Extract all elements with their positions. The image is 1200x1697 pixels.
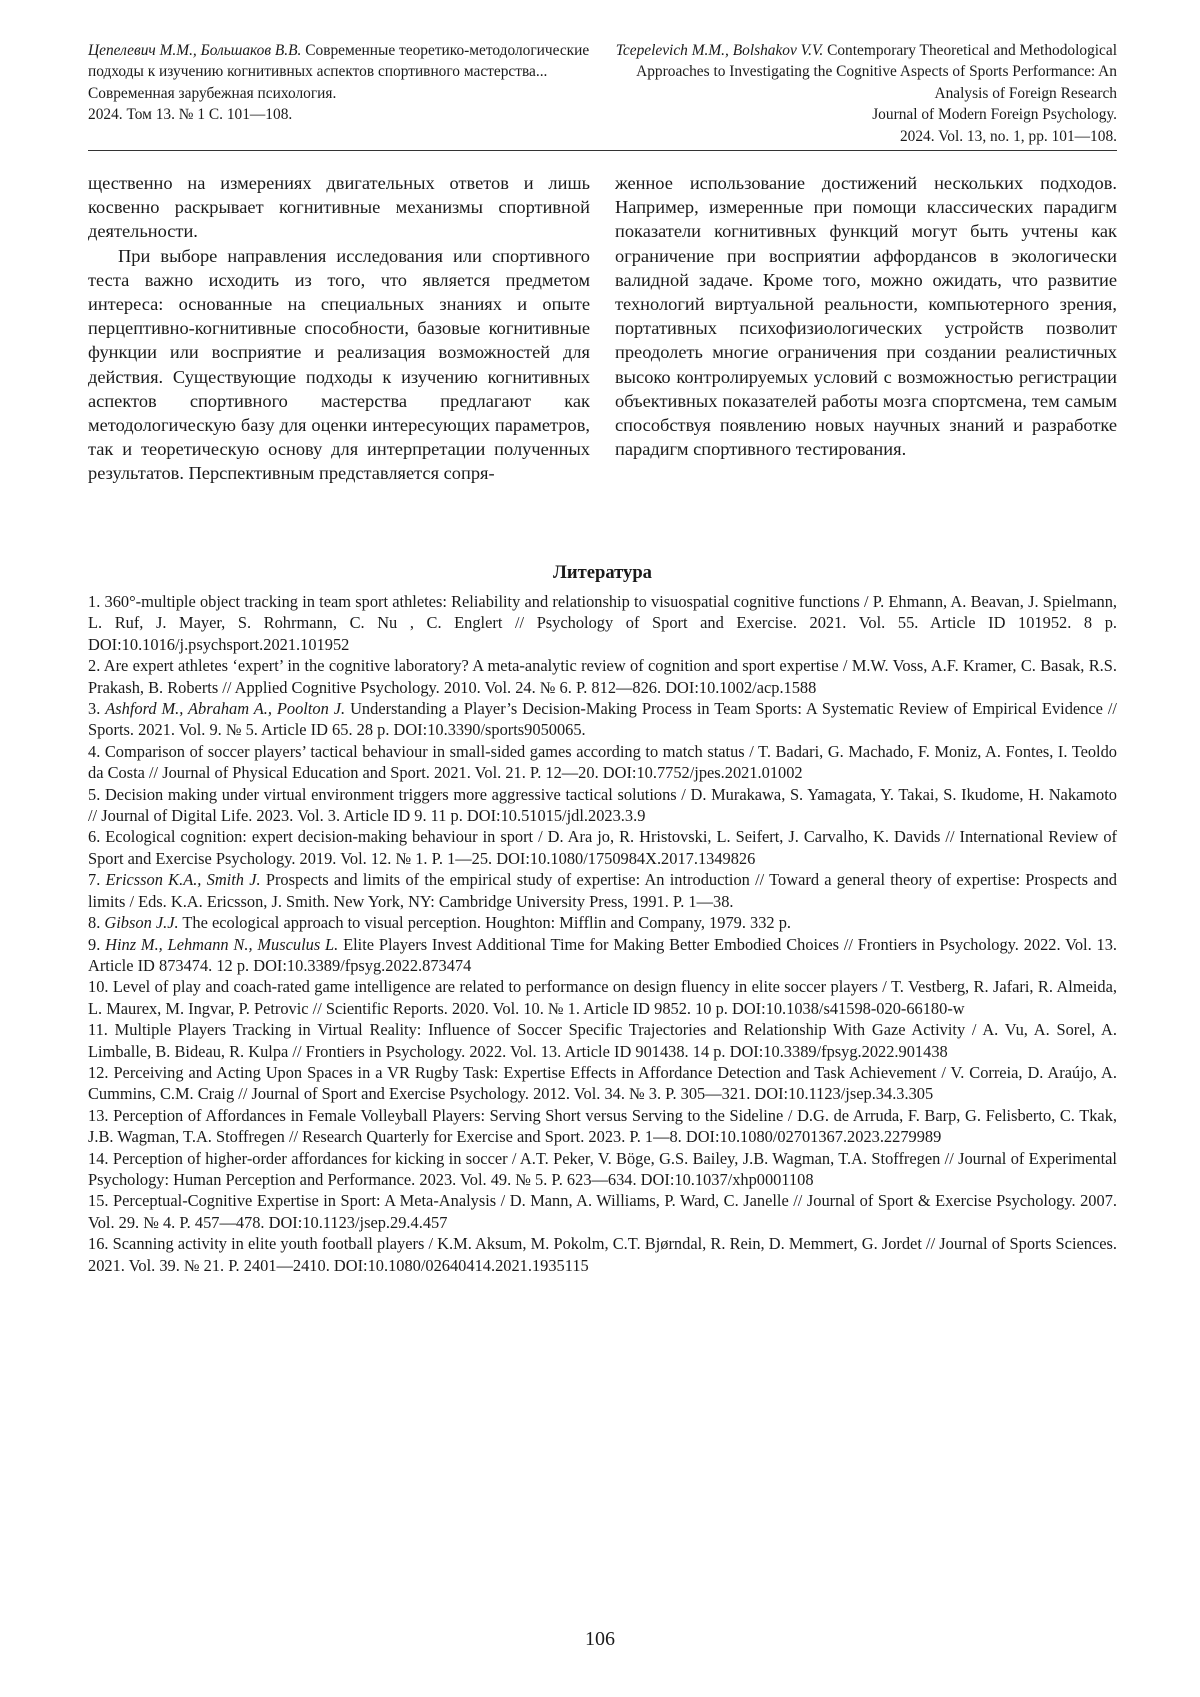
reference-text: Ecological cognition: expert decision-making behaviour in sport / D. Ara jo, R. Hristovski, L. Seifert, J. Carvalho, K. Davids // International Review of Sport and Exercise Psychology. 2019. Vol. 12. № 1. P. 1—25. DOI:10.1080/1750984X.2017.1349826 — [88, 827, 1117, 868]
reference-authors: Ashford M., Abraham A., Poolton J. — [105, 699, 346, 719]
running-header-left — [88, 40, 608, 126]
reference-authors: Ericsson K.A., Smith J. — [105, 870, 261, 890]
reference-item — [88, 912, 1117, 933]
running-header-right — [580, 40, 1117, 147]
reference-text: Multiple Players Tracking in Virtual Reality: Influence of Soccer Specific Trajectories and Relationship With Gaze Activity / A. Vu, A. Sorel, A. Limballe, B. Bideau, R. Kulpa // Frontiers in Psychology. 2022. Vol. 13. Article ID 901438. 14 p. DOI:10.3389/fpsyg.2022.901438 — [88, 1020, 1117, 1061]
reference-authors: Hinz M., Lehmann N., Musculus L. — [105, 934, 339, 954]
reference-number: 11. — [88, 1020, 108, 1040]
reference-item — [88, 1148, 1117, 1191]
reference-item — [88, 741, 1117, 784]
header-left-title: Современные теоретико-методологические подходы к изучению когнитивных аспектов спортивного мастерства... — [88, 42, 590, 81]
reference-number: 10. — [88, 977, 109, 997]
reference-list — [88, 591, 1117, 1276]
paragraph: женное использование достижений нескольких подходов. Например, измеренные при помощи классических парадигм показатели когнитивных функций могут быть учтены как ограничение при восприятии аффордансов в экологически валидной задаче. Кроме того, можно ожидать, что развитие технологий виртуальной реальности, компьютерного зрения, портативных психофизиологических устройств позволит преодолеть многие ограничения при создании реалистичных высоко контролируемых условий с возможностью регистрации объективных показателей работы мозга спортсмена, тем самым способствуя появлению новых научных знаний и разработке парадигм спортивного тестирования. — [615, 173, 1117, 460]
reference-text: Perception of Affordances in Female Volleyball Players: Serving Short versus Serving to the Sideline / D.G. de Arruda, F. Barp, G. Felisberto, C. Tkak, J.B. Wagman, T.A. Stoffregen // Research Quarterly for Exercise and Sport. 2023. P. 1—8. DOI:10.1080/02701367.2023.2279989 — [88, 1105, 1117, 1147]
reference-number: 12. — [88, 1062, 109, 1082]
reference-text: Understanding a Player’s Decision-Making Process in Team Sports: A Systematic Review of Empirical Evidence // Sports. 2021. Vol. 9. № 5. Article ID 65. 28 p. DOI:10.3390/sports9050065. — [88, 699, 1117, 740]
reference-text: The ecological approach to visual perception. Houghton: Mifflin and Company, 1979. 332 p. — [182, 913, 792, 933]
reference-number: 7. — [88, 870, 101, 890]
reference-item — [88, 1105, 1117, 1148]
reference-number: 16. — [88, 1234, 109, 1254]
paragraph: При выборе направления исследования или спортивного теста важно исходить из того, что является предметом интереса: основанные на специальных знаниях и опыте перцептивно-когнитивные способности, базовые когнитивные функции или восприятие и реализация возможностей для действия. Существующие подходы к изучению когнитивных аспектов спортивного мастерства предлагают как методологическую базу для оценки интересующих параметров, так и теоретическую основу для интерпретации полученных результатов. Перспективным представляется сопря- — [88, 245, 590, 484]
reference-text: Perceptual-Cognitive Expertise in Sport: A Meta-Analysis / D. Mann, A. Williams, P. Ward, C. Janelle // Journal of Sport & Exercise Psychology. 2007. Vol. 29. № 4. P. 457—478. DOI:10.1123/jsep.29.4.457 — [88, 1191, 1117, 1232]
reference-text: Comparison of soccer players’ tactical behaviour in small-sided games according to match status / T. Badari, G. Machado, F. Moniz, A. Fontes, I. Teoldo da Costa // Journal of Physical Education and Sport. 2021. Vol. 21. P. 12—20. DOI:10.7752/jpes.2021.01002 — [88, 741, 1117, 783]
reference-item — [88, 1062, 1117, 1105]
reference-text: Level of play and coach-rated game intelligence are related to performance on design fluency in elite soccer players / T. Vestberg, R. Jafari, R. Almeida, L. Maurex, M. Ingvar, P. Petrovic // Scientific Reports. 2020. Vol. 10. № 1. Article ID 9852. 10 p. DOI:10.1038/s41598-020-66180-w — [88, 977, 1117, 1018]
reference-text: Prospects and limits of the empirical study of expertise: An introduction // Toward a general theory of expertise: Prospects and limits / Eds. K.A. Ericsson, J. Smith. New York, NY: Cambridge University Press, 1991. P. 1—38. — [88, 870, 1117, 911]
reference-item — [88, 934, 1117, 977]
reference-number: 6. — [88, 827, 101, 847]
header-right-authors: Tcepelevich M.M., Bolshakov V.V. — [615, 42, 824, 59]
page-number: 106 — [585, 1628, 615, 1650]
paragraph: щественно на измерениях двигательных ответов и лишь косвенно раскрывает когнитивные механизмы спортивной деятельности. — [88, 173, 590, 242]
reference-item — [88, 784, 1117, 827]
reference-item — [88, 1233, 1117, 1276]
reference-item — [88, 698, 1117, 741]
reference-item — [88, 976, 1117, 1019]
reference-number: 9. — [88, 934, 101, 954]
reference-item — [88, 1190, 1117, 1233]
reference-item — [88, 1019, 1117, 1062]
reference-number: 15. — [88, 1191, 109, 1211]
reference-number: 1. — [88, 592, 101, 611]
header-right-issue: 2024. Vol. 13, no. 1, pp. 101—108. — [899, 127, 1117, 145]
body-column-left — [88, 171, 590, 486]
body-column-right — [615, 171, 1117, 461]
reference-text: Decision making under virtual environment triggers more aggressive tactical solutions / D. Murakawa, S. Yamagata, Y. Takai, S. Ikudome, H. Nakamoto // Journal of Digital Life. 2023. Vol. 3. Article ID 9. 11 p. DOI:10.51015/jdl.2023.3.9 — [88, 784, 1117, 826]
reference-item — [88, 826, 1117, 869]
reference-number: 5. — [88, 784, 101, 804]
reference-item — [88, 655, 1117, 698]
reference-text: Perception of higher-order affordances for kicking in soccer / A.T. Peker, V. Böge, G.S. Bailey, J.B. Wagman, T.A. Stoffregen // Journal of Experimental Psychology: Human Perception and Performance. 2023. Vol. 49. № 5. P. 623—634. DOI:10.1037/xhp0001108 — [88, 1148, 1117, 1189]
header-right-journal: Journal of Modern Foreign Psychology. — [872, 106, 1117, 124]
reference-item — [88, 591, 1117, 655]
header-divider — [88, 150, 1117, 151]
reference-text: Are expert athletes ‘expert’ in the cognitive laboratory? A meta-analytic review of cognition and sport expertise / M.W. Voss, A.F. Kramer, C. Basak, R.S. Prakash, B. Roberts // Applied Cognitive Psychology. 2010. Vol. 24. № 6. P. 812—826. DOI:10.1002/acp.1588 — [88, 656, 1117, 697]
reference-number: 14. — [88, 1148, 109, 1168]
reference-text: Scanning activity in elite youth football players / K.M. Aksum, M. Pokolm, C.T. Bjørndal, R. Rein, D. Memmert, G. Jordet // Journal of Sports Sciences. 2021. Vol. 39. № 21. P. 2401—2410. DOI:10.1080/02640414.2021.1935115 — [88, 1234, 1117, 1275]
header-right-title: Contemporary Theoretical and Methodological Approaches to Investigating the Cognitive Aspects of Sports Performance: An Analysis of Foreign Research — [636, 42, 1117, 102]
reference-number: 13. — [88, 1105, 109, 1125]
reference-number: 4. — [88, 741, 101, 761]
reference-text: Elite Players Invest Additional Time for Making Better Embodied Choices // Frontiers in Psychology. 2022. Vol. 13. Article ID 873474. 12 p. DOI:10.3389/fpsyg.2022.873474 — [88, 934, 1117, 975]
header-left-citation — [88, 40, 608, 83]
references-heading: Литература — [553, 562, 652, 583]
header-right-citation — [580, 40, 1117, 104]
reference-text: 360°-multiple object tracking in team sport athletes: Reliability and relationship to visuospatial cognitive functions / P. Ehmann, A. Beavan, J. Spielmann, L. Ruf, J. Mayer, S. Rohrmann, C. Nu , C. Englert // Psychology of Sport and Exercise. 2021. Vol. 55. Article ID 101952. 8 p. DOI:10.1016/j.psychsport.2021.101952 — [88, 592, 1117, 654]
header-left-journal: Современная зарубежная психология. — [88, 84, 337, 102]
reference-number: 8. — [88, 913, 101, 933]
header-left-authors: Цепелевич М.М., Большаков В.В. — [88, 42, 302, 59]
reference-text: Perceiving and Acting Upon Spaces in a VR Rugby Task: Expertise Effects in Affordance Detection and Task Achievement / V. Correia, D. Araújo, A. Cummins, C.M. Craig // Journal of Sport and Exercise Psychology. 2012. Vol. 34. № 3. P. 305—321. DOI:10.1123/jsep.34.3.305 — [88, 1062, 1117, 1104]
reference-number: 2. — [88, 656, 101, 676]
reference-number: 3. — [88, 699, 101, 719]
reference-item — [88, 869, 1117, 912]
reference-authors: Gibson J.J. — [104, 913, 179, 933]
header-left-issue: 2024. Том 13. № 1 С. 101—108. — [88, 106, 293, 124]
